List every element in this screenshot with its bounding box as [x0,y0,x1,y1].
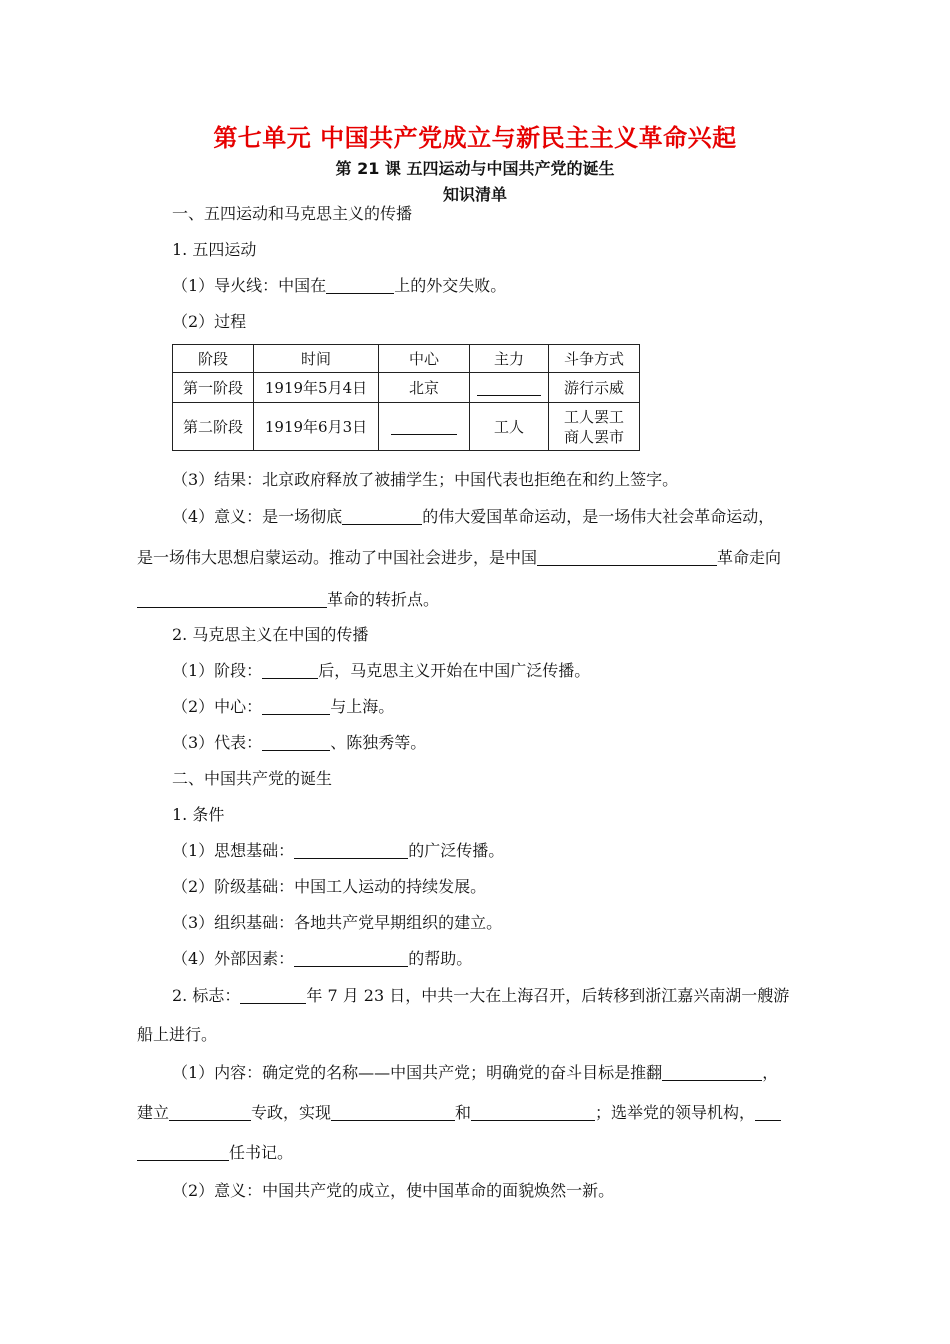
sign-line-1 [172,986,789,1006]
meaning-text: 革命的转折点。 [327,590,440,609]
fuse-line [172,276,506,296]
may-fourth-subheading: 1. 五四运动 [172,240,257,259]
stage-text: 后，马克思主义开始在中国广泛传播。 [318,661,591,680]
class-basis-line: （2）阶级基础：中国工人运动的持续发展。 [172,877,487,896]
content-text: 任书记。 [229,1143,294,1162]
realize-blank-1[interactable] [331,1104,455,1121]
meaning-line-1 [172,507,774,527]
representative-text: 、陈独秀等。 [330,733,427,752]
table-cell: 第一阶段 [173,373,254,403]
org-basis-line: （3）组织基础：各地共产党早期组织的建立。 [172,913,503,932]
table-cell-blank[interactable] [379,403,470,451]
sign-text: 2. 标志： [172,986,241,1005]
unit-title: 第七单元 中国共产党成立与新民主主义革命兴起 [213,124,737,152]
stage-line [172,661,590,681]
center-blank[interactable] [391,418,457,435]
content-text: 建立 [137,1103,170,1122]
section2-heading: 二、中国共产党的诞生 [172,769,333,788]
process-table [172,344,640,451]
center-text: （2）中心： [172,697,263,716]
year-blank[interactable] [240,987,306,1004]
content-line-3 [137,1143,293,1163]
stage-text: （1）阶段： [172,661,263,680]
idea-blank[interactable] [294,842,408,859]
table-cell: 1919年6月3日 [254,403,379,451]
external-factor-line [172,949,472,969]
table-header: 主力 [470,345,549,373]
main-force-blank[interactable] [477,379,541,396]
content-text: ， [762,1063,779,1082]
leader-blank-part-2[interactable] [137,1144,229,1161]
table-header: 阶段 [173,345,254,373]
stage-blank[interactable] [262,662,318,679]
checklist-title: 知识清单 [442,185,507,204]
leader-blank-part-1[interactable] [755,1104,781,1121]
external-blank[interactable] [294,950,408,967]
table-cell: 工人 [470,403,549,451]
dictatorship-blank[interactable] [169,1104,251,1121]
marxism-subheading: 2. 马克思主义在中国的传播 [172,625,369,644]
table-cell-blank[interactable] [470,373,549,403]
meaning-line-3 [137,590,439,610]
overthrow-blank[interactable] [662,1064,762,1081]
content-text: 专政，实现 [251,1103,332,1122]
table-header: 时间 [254,345,379,373]
meaning-blank-1[interactable] [342,508,422,525]
content-line-1 [172,1063,778,1083]
table-cell: 第二阶段 [173,403,254,451]
meaning-text: 革命走向 [717,548,782,567]
representative-line [172,733,426,753]
table-header: 中心 [379,345,470,373]
representative-blank[interactable] [262,734,330,751]
process-label: （2）过程 [172,312,247,331]
sign-line-2: 船上进行。 [137,1025,218,1044]
fuse-text: （1）导火线：中国在 [172,276,327,295]
meaning-text: 是一场伟大思想启蒙运动。推动了中国社会进步，是中国 [137,548,538,567]
fuse-text-end: 上的外交失败。 [394,276,507,295]
table-cell: 1919年5月4日 [254,373,379,403]
table-cell [549,403,640,451]
content-text: ；选举党的领导机构， [595,1103,756,1122]
section1-heading: 一、五四运动和马克思主义的传播 [172,204,413,223]
conditions-subheading: 1. 条件 [172,805,225,824]
spread-center-blank[interactable] [262,698,330,715]
representative-text: （3）代表： [172,733,263,752]
result-line: （3）结果：北京政府释放了被捕学生；中国代表也拒绝在和约上签字。 [172,470,679,489]
content-text: 和 [455,1103,472,1122]
table-cell: 北京 [379,373,470,403]
idea-basis-line [172,841,504,861]
content-line-2 [137,1103,781,1123]
meaning-blank-3[interactable] [137,591,327,608]
lesson-title: 第 21 课 五四运动与中国共产党的诞生 [335,159,615,178]
meaning-text: 的伟大爱国革命运动，是一场伟大社会革命运动， [422,507,775,526]
sign-text: 年 7 月 23 日，中共一大在上海召开，后转移到浙江嘉兴南湖一艘游 [306,986,790,1005]
struggle-method: 工人罢工 [563,407,624,426]
idea-text: （1）思想基础： [172,841,295,860]
table-cell: 游行示威 [549,373,640,403]
fuse-blank[interactable] [326,277,394,294]
party-meaning-line: （2）意义：中国共产党的成立，使中国革命的面貌焕然一新。 [172,1181,615,1200]
center-text: 与上海。 [330,697,395,716]
center-line [172,697,394,717]
realize-blank-2[interactable] [471,1104,595,1121]
meaning-line-2 [137,548,781,568]
idea-text: 的广泛传播。 [408,841,505,860]
external-text: （4）外部因素： [172,949,295,968]
meaning-blank-2[interactable] [537,549,717,566]
table-row [173,373,640,403]
table-header-row [173,345,640,373]
external-text: 的帮助。 [408,949,473,968]
table-row [173,403,640,451]
content-text: （1）内容：确定党的名称——中国共产党；明确党的奋斗目标是推翻 [172,1063,663,1082]
meaning-text: （4）意义：是一场彻底 [172,507,343,526]
struggle-method: 商人罢市 [563,427,624,446]
table-header: 斗争方式 [549,345,640,373]
